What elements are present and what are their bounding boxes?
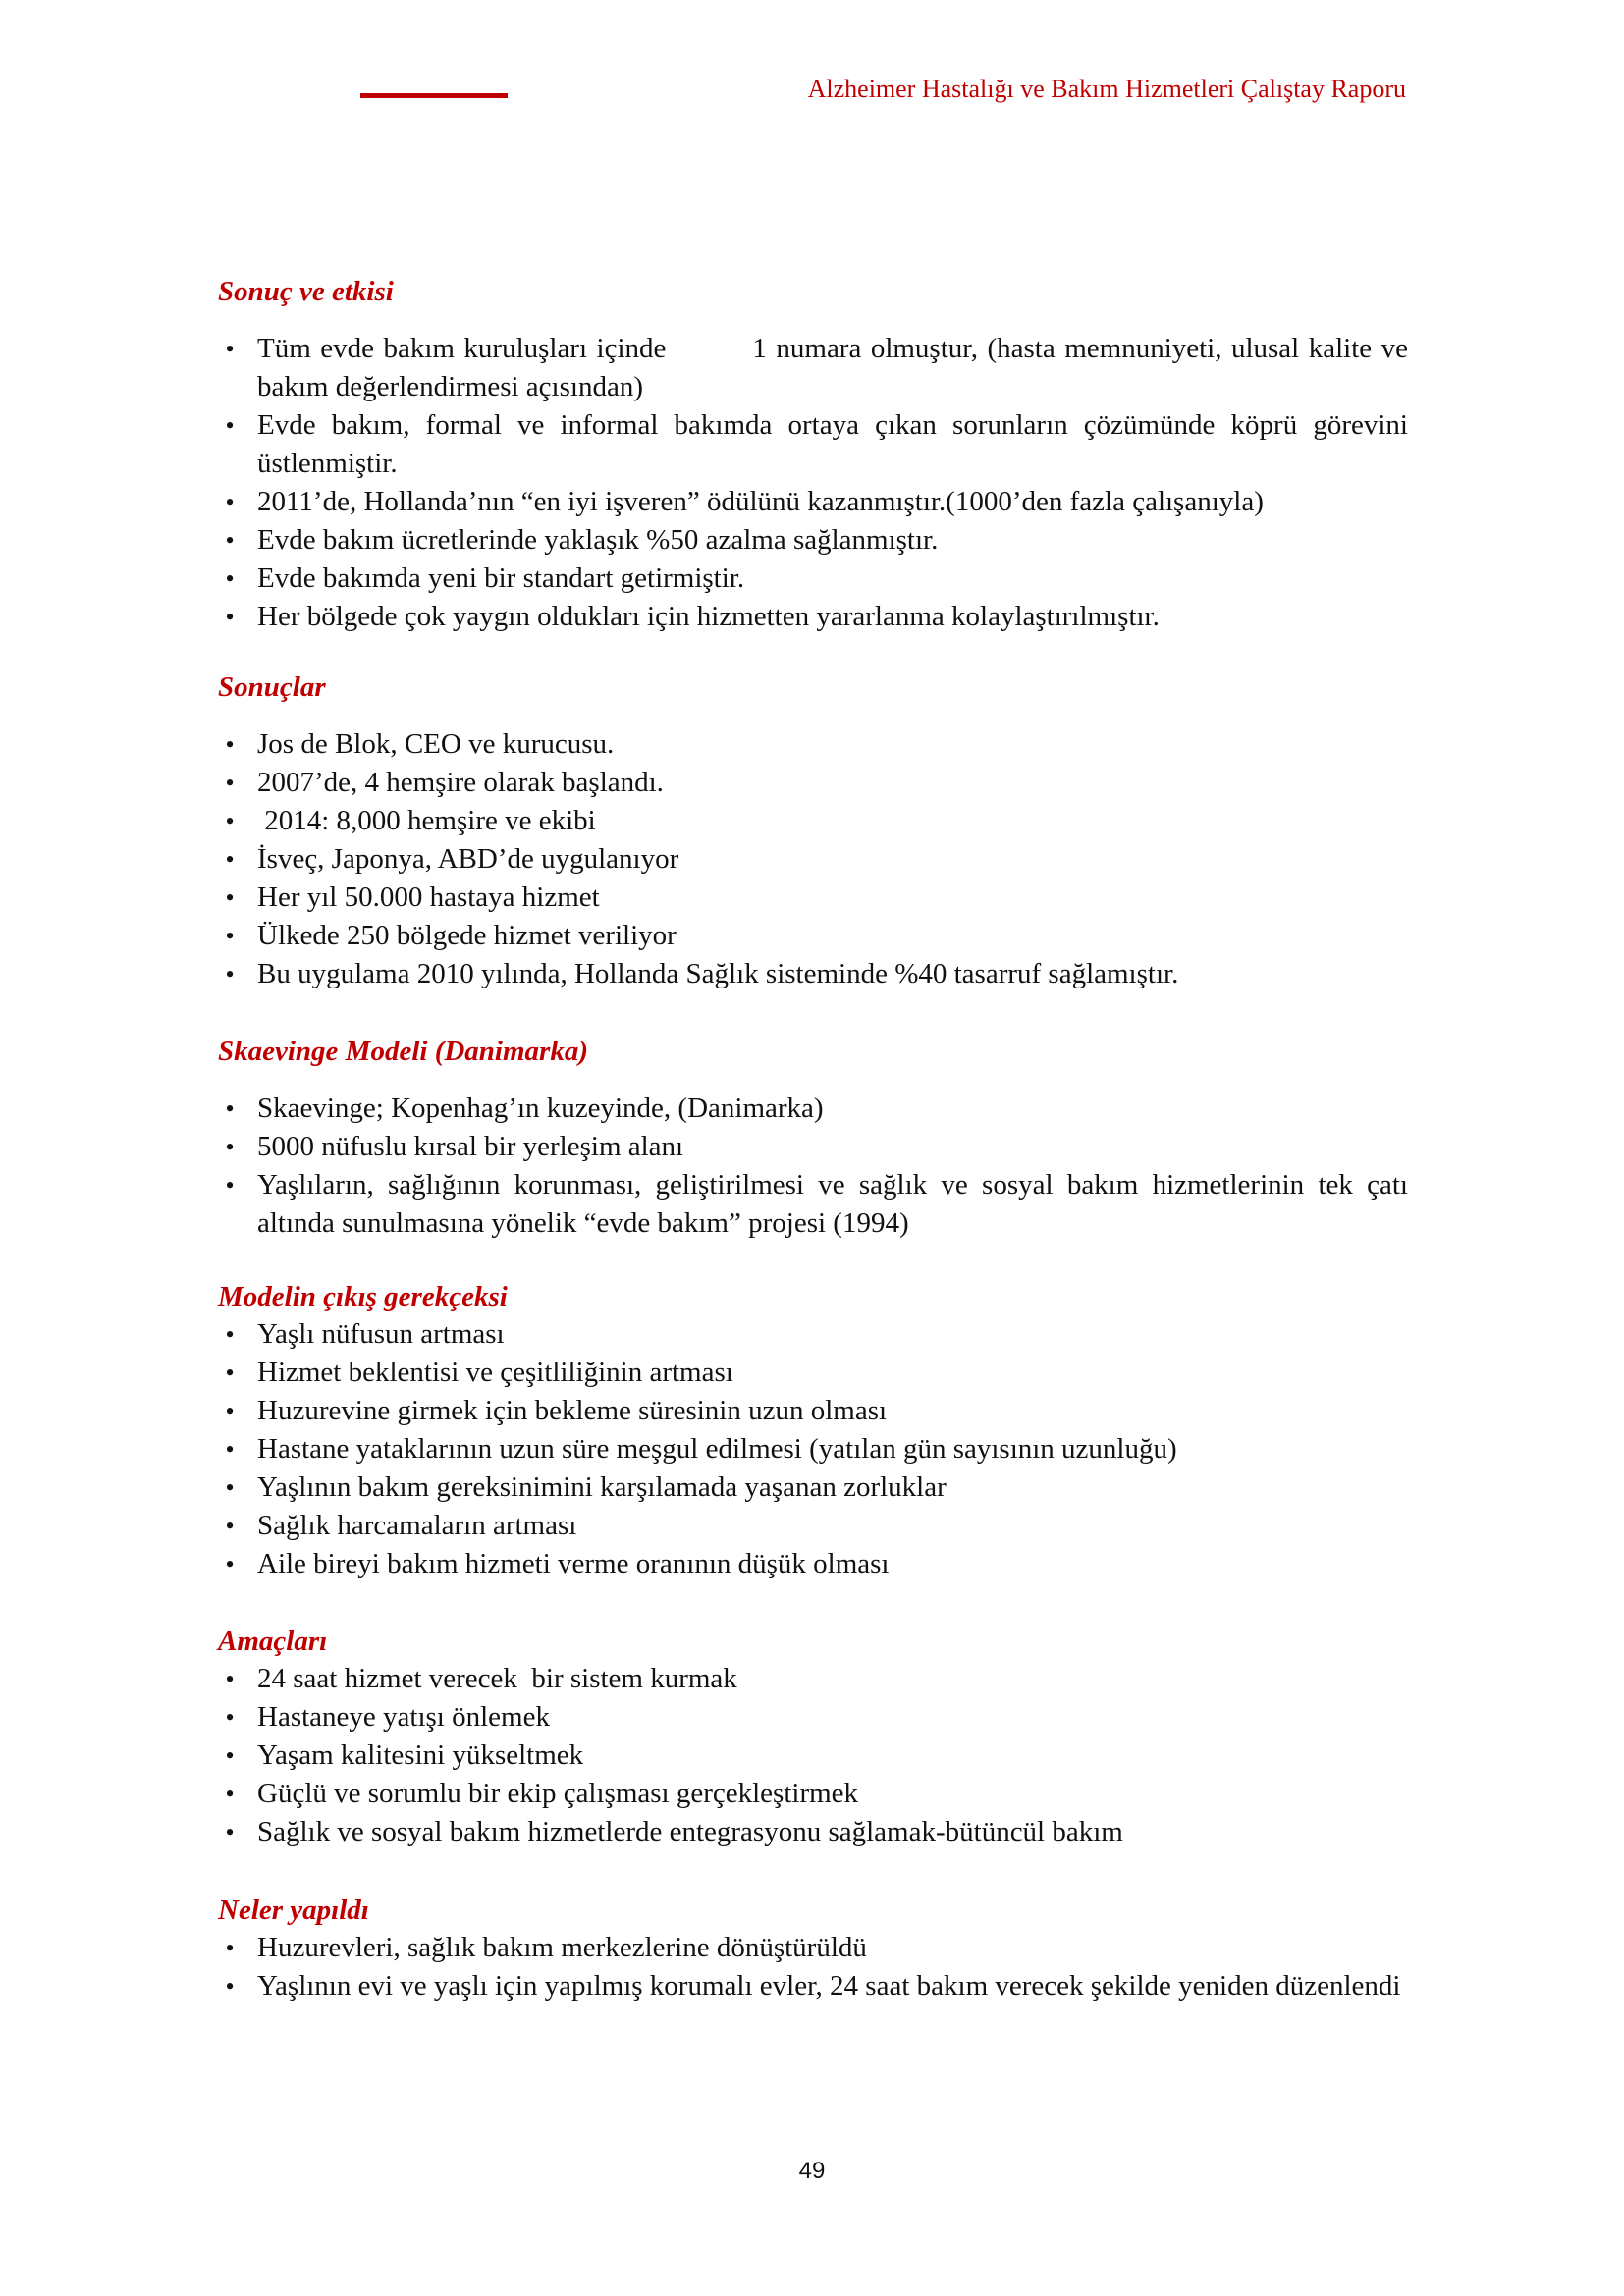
section-heading: Sonuçlar (218, 671, 326, 703)
section-heading: Neler yapıldı (218, 1895, 369, 1926)
list-item: • Hastane yataklarının uzun süre meşgul edilmesi (yatılan gün sayısının uzunluğu) (218, 1430, 1408, 1468)
list-item: • Evde bakım, formal ve informal bakımda ortaya çıkan sorunların çözümünde köprü görevini üstlenmiştir. (218, 406, 1408, 483)
section-modelin-cikis-gerekcesi (218, 1278, 1408, 1583)
bullet-icon: • (225, 1741, 235, 1770)
bullet-icon: • (225, 526, 235, 555)
bullet-icon: • (225, 883, 235, 912)
bullet-list (218, 1090, 1408, 1243)
list-item: • 2007’de, 4 hemşire olarak başlandı. (218, 764, 1408, 802)
bullet-list (218, 1315, 1408, 1583)
bullet-icon: • (225, 1550, 235, 1578)
bullet-icon: • (225, 411, 235, 440)
list-item: • Yaşlı nüfusun artması (218, 1315, 1408, 1354)
bullet-icon: • (225, 564, 235, 593)
bullet-icon: • (225, 769, 235, 797)
list-item: • Sağlık harcamaların artması (218, 1507, 1408, 1545)
list-item: • Yaşlıların, sağlığının korunması, geliştirilmesi ve sağlık ve sosyal bakım hizmetlerinin tek çatı altında sunulmasına yönelik “evde bakım” projesi (1994) (218, 1166, 1408, 1243)
bullet-list (218, 1660, 1408, 1851)
list-item: • Bu uygulama 2010 yılında, Hollanda Sağlık sisteminde %40 tasarruf sağlamıştır. (218, 955, 1408, 993)
list-item: • Huzurevleri, sağlık bakım merkezlerine dönüştürüldü (218, 1929, 1408, 1967)
bullet-icon: • (225, 603, 235, 631)
list-item: • Aile bireyi bakım hizmeti verme oranının düşük olması (218, 1545, 1408, 1583)
list-item: • Ülkede 250 bölgede hizmet veriliyor (218, 917, 1408, 955)
bullet-icon: • (225, 1512, 235, 1540)
bullet-icon: • (225, 1972, 235, 2001)
bullet-icon: • (225, 1095, 235, 1123)
list-item: • Sağlık ve sosyal bakım hizmetlerde entegrasyonu sağlamak-bütüncül bakım (218, 1813, 1408, 1851)
bullet-icon: • (225, 1818, 235, 1846)
bullet-icon: • (225, 1397, 235, 1425)
section-neler-yapildi (218, 1892, 1408, 2005)
bullet-icon: • (225, 488, 235, 516)
section-skaevinge-modeli (218, 1033, 1408, 1243)
list-item: • Huzurevine girmek için bekleme süresinin uzun olması (218, 1392, 1408, 1430)
list-item: • 2011’de, Hollanda’nın “en iyi işveren” ödülünü kazanmıştır.(1000’den fazla çalışanıyla) (218, 483, 1408, 521)
bullet-icon: • (225, 845, 235, 874)
list-item: • İsveç, Japonya, ABD’de uygulanıyor (218, 840, 1408, 879)
section-heading: Modelin çıkış gerekçeksi (218, 1281, 508, 1312)
bullet-list (218, 1929, 1408, 2005)
section-heading: Skaevinge Modeli (Danimarka) (218, 1036, 588, 1067)
list-item: • Güçlü ve sorumlu bir ekip çalışması gerçekleştirmek (218, 1775, 1408, 1813)
list-item: • Jos de Blok, CEO ve kurucusu. (218, 725, 1408, 764)
list-item: • 5000 nüfuslu kırsal bir yerleşim alanı (218, 1128, 1408, 1166)
bullet-icon: • (225, 960, 235, 988)
list-item: • 2014: 8,000 hemşire ve ekibi (218, 802, 1408, 840)
list-item: • Evde bakımda yeni bir standart getirmiştir. (218, 560, 1408, 598)
list-item: • Hizmet beklentisi ve çeşitliliğinin artması (218, 1354, 1408, 1392)
bullet-icon: • (225, 730, 235, 759)
list-item: • Yaşlının bakım gereksinimini karşılamada yaşanan zorluklar (218, 1468, 1408, 1507)
list-item: • Tüm evde bakım kuruluşları içinde 1 numara olmuştur, (hasta memnuniyeti, ulusal kalite ve bakım değerlendirmesi açısından) (218, 330, 1408, 406)
section-amaclari (218, 1623, 1408, 1851)
bullet-icon: • (225, 1934, 235, 1962)
header-title: Alzheimer Hastalığı ve Bakım Hizmetleri Çalıştay Raporu (807, 75, 1406, 103)
bullet-icon: • (225, 807, 235, 835)
bullet-icon: • (225, 1780, 235, 1808)
list-item: • Her yıl 50.000 hastaya hizmet (218, 879, 1408, 917)
list-item: • Hastaneye yatışı önlemek (218, 1698, 1408, 1736)
bullet-icon: • (225, 1703, 235, 1732)
section-heading: Amaçları (218, 1626, 328, 1657)
bullet-icon: • (225, 1473, 235, 1502)
section-sonuc-ve-etkisi (218, 273, 1408, 636)
bullet-list (218, 330, 1408, 636)
bullet-list (218, 725, 1408, 993)
bullet-icon: • (225, 922, 235, 950)
list-item: • Yaşam kalitesini yükseltmek (218, 1736, 1408, 1775)
bullet-icon: • (225, 1359, 235, 1387)
list-item: • Yaşlının evi ve yaşlı için yapılmış korumalı evler, 24 saat bakım verecek şekilde yeniden düzenlendi (218, 1967, 1408, 2005)
bullet-icon: • (225, 1665, 235, 1693)
header-rule (360, 93, 508, 98)
bullet-icon: • (225, 1320, 235, 1349)
bullet-icon: • (225, 1133, 235, 1161)
list-item: • Skaevinge; Kopenhag’ın kuzeyinde, (Danimarka) (218, 1090, 1408, 1128)
bullet-icon: • (225, 335, 235, 363)
page-number: 49 (798, 2158, 826, 2184)
section-heading: Sonuç ve etkisi (218, 276, 394, 307)
list-item: • Evde bakım ücretlerinde yaklaşık %50 azalma sağlanmıştır. (218, 521, 1408, 560)
bullet-icon: • (225, 1435, 235, 1464)
bullet-icon: • (225, 1171, 235, 1200)
section-sonuclar (218, 668, 1408, 993)
list-item: • 24 saat hizmet verecek bir sistem kurmak (218, 1660, 1408, 1698)
list-item: • Her bölgede çok yaygın oldukları için hizmetten yararlanma kolaylaştırılmıştır. (218, 598, 1408, 636)
